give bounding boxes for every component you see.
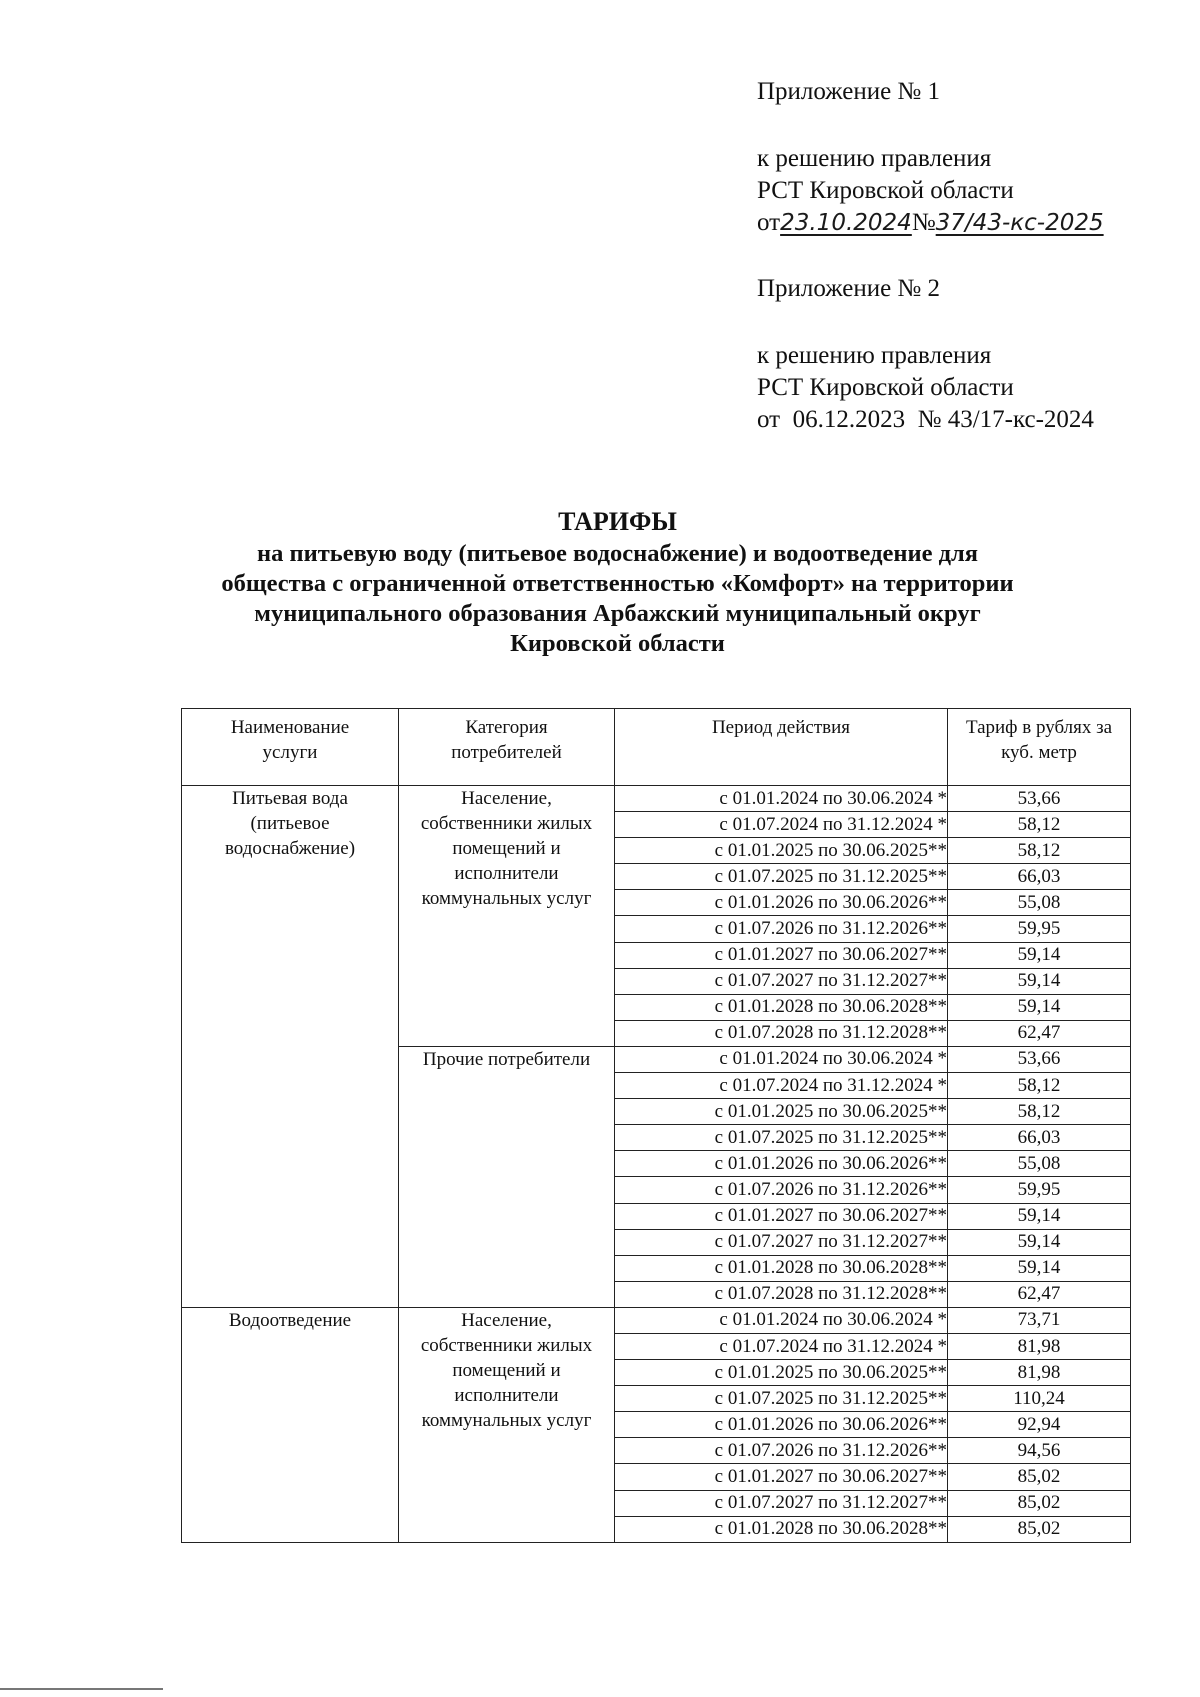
appendix-1-reference — [757, 143, 1104, 239]
title-line-3: муниципального образования Арбажский муниципальный округ — [254, 600, 981, 627]
tariff-value-cell: 59,14 — [948, 942, 1131, 968]
tariff-value-cell: 55,08 — [948, 890, 1131, 916]
tariff-value-cell: 85,02 — [948, 1516, 1131, 1542]
consumer-category-cell — [399, 786, 615, 1047]
service-name-cell — [182, 1307, 399, 1542]
period-cell: с 01.01.2025 по 30.06.2025** — [615, 1360, 948, 1386]
period-cell: с 01.01.2025 по 30.06.2025** — [615, 1099, 948, 1125]
tariff-value-cell: 58,12 — [948, 812, 1131, 838]
period-cell: с 01.01.2024 по 30.06.2024 * — [615, 786, 948, 812]
period-cell: с 01.07.2024 по 31.12.2024 * — [615, 1073, 948, 1099]
title-line-4: Кировской области — [510, 630, 725, 657]
consumer-category-line: Прочие потребители — [422, 1048, 591, 1070]
appendix-2-decision-ref: от 06.12.2023 № 43/17-кс-2024 — [757, 406, 1094, 433]
tariff-value-cell: 59,14 — [948, 1229, 1131, 1255]
title-line-1: на питьевую воду (питьевое водоснабжение) и водоотведение для — [257, 540, 978, 567]
tariff-value-cell: 53,66 — [948, 1046, 1131, 1072]
tariff-table-body — [182, 786, 1131, 1543]
consumer-category-line: помещений и — [452, 838, 561, 859]
header-service-line-1: Наименование — [230, 717, 350, 738]
period-cell: с 01.01.2024 по 30.06.2024 * — [615, 1046, 948, 1072]
tariff-value-cell: 92,94 — [948, 1412, 1131, 1438]
service-name-cell — [182, 786, 399, 1308]
appendix-1-line1: к решению правления — [757, 145, 992, 172]
tariff-value-cell: 85,02 — [948, 1464, 1131, 1490]
period-cell: с 01.01.2024 по 30.06.2024 * — [615, 1307, 948, 1333]
period-cell: с 01.01.2028 по 30.06.2028** — [615, 1516, 948, 1542]
period-cell: с 01.07.2027 по 31.12.2027** — [615, 1490, 948, 1516]
consumer-category-line: коммунальных услуг — [421, 1409, 592, 1431]
tariff-value-cell: 55,08 — [948, 1151, 1131, 1177]
header-category-line-2: потребителей — [451, 742, 562, 763]
service-name-line: Питьевая вода — [232, 788, 348, 809]
tariff-value-cell: 73,71 — [948, 1307, 1131, 1333]
tariff-value-cell: 66,03 — [948, 864, 1131, 890]
appendix-1-decision-ref — [757, 207, 1104, 239]
period-cell: с 01.07.2026 по 31.12.2026** — [615, 1438, 948, 1464]
tariff-value-cell: 85,02 — [948, 1490, 1131, 1516]
header-tariff-line-1: Тариф в рублях за — [965, 717, 1113, 738]
consumer-category-cell — [399, 1307, 615, 1542]
service-name-line: (питьевое — [250, 813, 330, 834]
tariff-value-cell: 59,95 — [948, 1177, 1131, 1203]
period-cell: с 01.07.2027 по 31.12.2027** — [615, 968, 948, 994]
title-line-2: общества с ограниченной ответственностью «Комфорт» на территории — [221, 570, 1014, 597]
period-cell: с 01.01.2025 по 30.06.2025** — [615, 838, 948, 864]
appendix-2-reference — [757, 340, 1094, 436]
period-cell: с 01.07.2028 по 31.12.2028** — [615, 1020, 948, 1046]
consumer-category-line: Население, — [461, 1309, 552, 1331]
table-row — [182, 786, 1131, 812]
document-title — [130, 507, 1105, 659]
tariff-value-cell: 59,14 — [948, 968, 1131, 994]
period-cell: с 01.01.2026 по 30.06.2026** — [615, 1412, 948, 1438]
appendix-1-handwritten-date: 23.10.2024 — [780, 210, 912, 236]
appendix-2-title-text: Приложение № 2 — [757, 275, 941, 302]
consumer-category-line: Население, — [461, 788, 552, 809]
period-cell: с 01.07.2027 по 31.12.2027** — [615, 1229, 948, 1255]
appendix-2-line2: РСТ Кировской области — [757, 374, 1014, 401]
service-name-line: водоснабжение) — [224, 838, 356, 859]
period-cell: с 01.07.2025 по 31.12.2025** — [615, 864, 948, 890]
period-cell: с 01.01.2026 по 30.06.2026** — [615, 890, 948, 916]
period-cell: с 01.07.2025 по 31.12.2025** — [615, 1386, 948, 1412]
tariff-value-cell: 66,03 — [948, 1125, 1131, 1151]
service-name-line: Водоотведение — [228, 1309, 352, 1331]
tariff-value-cell: 62,47 — [948, 1020, 1131, 1046]
appendix-2-title — [757, 273, 940, 305]
consumer-category-cell — [399, 1046, 615, 1307]
appendix-1-title-text: Приложение № 1 — [757, 78, 941, 105]
appendix-1-date-prefix: от — [757, 209, 781, 236]
tariff-value-cell: 58,12 — [948, 1099, 1131, 1125]
tariff-value-cell: 81,98 — [948, 1333, 1131, 1359]
consumer-category-line: собственники жилых — [420, 1334, 593, 1356]
period-cell: с 01.07.2028 по 31.12.2028** — [615, 1281, 948, 1307]
header-period — [615, 709, 948, 786]
consumer-category-line: исполнители — [454, 863, 559, 884]
table-row — [182, 1307, 1131, 1333]
tariff-value-cell: 58,12 — [948, 1073, 1131, 1099]
table-header-row — [182, 709, 1131, 786]
period-cell: с 01.01.2026 по 30.06.2026** — [615, 1151, 948, 1177]
header-tariff — [948, 709, 1131, 786]
header-period-line-1: Период действия — [711, 717, 851, 738]
period-cell: с 01.07.2026 по 31.12.2026** — [615, 1177, 948, 1203]
consumer-category-line: собственники жилых — [420, 813, 593, 834]
period-cell: с 01.01.2028 по 30.06.2028** — [615, 994, 948, 1020]
tariff-value-cell: 53,66 — [948, 786, 1131, 812]
period-cell: с 01.07.2025 по 31.12.2025** — [615, 1125, 948, 1151]
tariff-table — [181, 708, 1131, 1543]
tariff-value-cell: 59,14 — [948, 1255, 1131, 1281]
header-service — [182, 709, 399, 786]
consumer-category-line: коммунальных услуг — [421, 888, 592, 909]
tariff-value-cell: 62,47 — [948, 1281, 1131, 1307]
period-cell: с 01.01.2027 по 30.06.2027** — [615, 1203, 948, 1229]
header-category-line-1: Категория — [465, 717, 548, 738]
consumer-category-line: помещений и — [452, 1359, 561, 1381]
appendix-1-number-prefix: № — [911, 209, 936, 236]
appendix-1-line2: РСТ Кировской области — [757, 177, 1014, 204]
tariff-value-cell: 94,56 — [948, 1438, 1131, 1464]
period-cell: с 01.01.2028 по 30.06.2028** — [615, 1255, 948, 1281]
period-cell: с 01.07.2024 по 31.12.2024 * — [615, 812, 948, 838]
appendix-1-title — [757, 76, 940, 108]
tariff-value-cell: 59,14 — [948, 1203, 1131, 1229]
period-cell: с 01.07.2024 по 31.12.2024 * — [615, 1333, 948, 1359]
title-main: ТАРИФЫ — [558, 507, 677, 536]
tariff-value-cell: 81,98 — [948, 1360, 1131, 1386]
header-category — [399, 709, 615, 786]
header-service-line-2: услуги — [262, 742, 318, 763]
appendix-1-handwritten-number: 37/43-кс-2025 — [935, 210, 1104, 236]
tariff-value-cell: 59,14 — [948, 994, 1131, 1020]
page-edge-line — [0, 1688, 163, 1690]
consumer-category-line: исполнители — [454, 1384, 559, 1406]
appendix-2-line1: к решению правления — [757, 342, 992, 369]
period-cell: с 01.07.2026 по 31.12.2026** — [615, 916, 948, 942]
tariff-value-cell: 59,95 — [948, 916, 1131, 942]
tariff-value-cell: 58,12 — [948, 838, 1131, 864]
tariff-value-cell: 110,24 — [948, 1386, 1131, 1412]
period-cell: с 01.01.2027 по 30.06.2027** — [615, 1464, 948, 1490]
period-cell: с 01.01.2027 по 30.06.2027** — [615, 942, 948, 968]
header-tariff-line-2: куб. метр — [1001, 742, 1077, 763]
